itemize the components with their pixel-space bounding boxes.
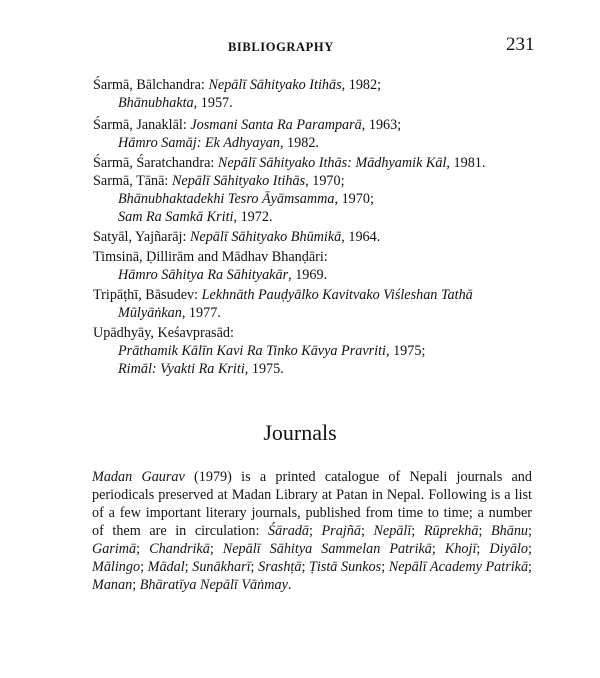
page-header (0, 34, 600, 58)
bibliography-line (118, 266, 327, 284)
bibliography-year: , 1972. (233, 209, 273, 225)
journals-paragraph (92, 468, 532, 594)
bibliography-work-title: Nepālī Sāhityako Itihās (208, 77, 342, 93)
bibliography-line (118, 360, 284, 378)
bibliography-year: , 1977. (181, 305, 221, 321)
bibliography-work-title: Sam Ra Samkā Kriti (118, 209, 234, 225)
bibliography-author: Upādhyāy, Keśavprasād: (93, 325, 234, 341)
journal-title: Nepālī Academy Patrikā (388, 559, 529, 575)
bibliography-line (118, 208, 272, 226)
bibliography-line (118, 94, 233, 112)
journal-title: Khojī (444, 541, 477, 557)
journal-title: Nepālī (373, 523, 412, 539)
bibliography-work-title: Nepālī Sāhityako Ithās: Mādhyamik Kāl (217, 155, 447, 171)
journal-title: Chandrikā (149, 541, 210, 557)
journal-title: Sunākharī (192, 559, 251, 575)
bibliography-author: Śarmā, Śaratchandra: (93, 155, 218, 171)
bibliography-line (93, 116, 401, 134)
journal-title: Garimā (92, 541, 137, 557)
bibliography-author: Sarmā, Tānā: (93, 173, 172, 189)
bibliography-line (93, 228, 380, 246)
bibliography-year: , 1975. (244, 361, 284, 377)
journal-title: Ṭistā Sunkos (309, 559, 382, 575)
bibliography-author: Satyāl, Yajñarāj: (93, 229, 190, 245)
bibliography-year: , 1964. (341, 229, 381, 245)
bibliography-work-title: Mūlyāṅkan (118, 305, 182, 321)
journal-title: Rūprekhā (423, 523, 479, 539)
bibliography-author: Śarmā, Janaklāl: (93, 117, 191, 133)
journal-title: Bhānu (490, 523, 529, 539)
journal-title: Mādal (147, 559, 185, 575)
bibliography-work-title: Bhānubhakta (118, 95, 194, 111)
catalogue-title: Madan Gaurav (92, 469, 185, 485)
bibliography-year: , 1970; (334, 191, 374, 207)
bibliography-year: , 1963; (361, 117, 402, 133)
bibliography-year: , 1975; (385, 343, 426, 359)
bibliography-year: , 1957. (193, 95, 233, 111)
bibliography-work-title: Bhānubhaktadekhi Tesro Āyāmsamma (118, 191, 335, 207)
bibliography-line (93, 248, 328, 266)
bibliography-work-title: Lekhnāth Pauḍyālko Kavitvako Viśleshan Tathā (201, 287, 473, 303)
bibliography-line (93, 172, 345, 190)
section-heading-journals: Journals (263, 420, 337, 445)
journal-title: Srashṭā (258, 559, 302, 575)
journal-title: Nepālī Sāhitya Sammelan Patrikā (222, 541, 432, 557)
bibliography-line (118, 134, 319, 152)
bibliography-work-title: Nepālī Sāhityako Bhūmikā (189, 229, 342, 245)
running-head: BIBLIOGRAPHY (228, 40, 334, 54)
journal-title: Śāradā (268, 523, 309, 539)
bibliography-author: Timsinā, Ḍillirām and Mādhav Bhanḍāri: (93, 249, 328, 265)
bibliography-line (118, 342, 425, 360)
journal-title: Prajñā (321, 523, 361, 539)
journal-title: Manan (92, 577, 133, 593)
bibliography-author: Śarmā, Bālchandra: (93, 77, 209, 93)
bibliography-work-title: Nepālī Sāhityako Itihās (171, 173, 306, 189)
bibliography-year: , 1982. (279, 135, 319, 151)
bibliography-year: , 1981. (446, 155, 486, 171)
bibliography-work-title: Josmani Santa Ra Paramparā (190, 117, 362, 133)
bibliography-line (93, 324, 234, 342)
journal-title: Mālingo (92, 559, 141, 575)
bibliography-year: , 1970; (305, 173, 345, 189)
bibliography-line (93, 76, 381, 94)
bibliography-line (118, 304, 221, 322)
bibliography-year: , 1982; (341, 77, 382, 93)
journal-title: Diyālo (489, 541, 529, 557)
bibliography-line (118, 190, 374, 208)
journal-title: Bhāratīya Nepālī Vāṅmay (139, 577, 288, 593)
bibliography-work-title: Hāmro Samāj: Ek Adhyayan (118, 135, 280, 151)
bibliography-year: , 1969. (288, 267, 328, 283)
bibliography-work-title: Rimāl: Vyakti Ra Kriti (118, 361, 245, 377)
bibliography-line (93, 154, 485, 172)
page-number: 231 (506, 34, 535, 55)
bibliography-work-title: Prāthamik Kālīn Kavi Ra Tinko Kāvya Pravriti (118, 343, 386, 359)
journals-intro-text: (1979) is a printed catalogue of Nepali journals and periodicals preserved at Madan Library at Patan in Nepal. Following is a list of a few important literary journals, published from time to time; a number of them are in circulation: (92, 469, 532, 539)
journal-list: Śāradā; Prajñā; Nepālī; Rūprekhā; Bhānu; Garimā; Chandrikā; Nepālī Sāhitya Sammelan Patrikā; Khojī; Diyālo; Mālingo; Mādal; Sunākharī; Srashṭā; Ṭistā Sunkos; Nepālī Academy Patrikā; Manan; Bhāratīya Nepālī Vāṅmay. (92, 523, 532, 593)
bibliography-work-title: Hāmro Sāhitya Ra Sāhityakār (118, 267, 289, 283)
bibliography-author: Tripāṭhī, Bāsudev: (93, 287, 202, 303)
bibliography-line (93, 286, 473, 304)
